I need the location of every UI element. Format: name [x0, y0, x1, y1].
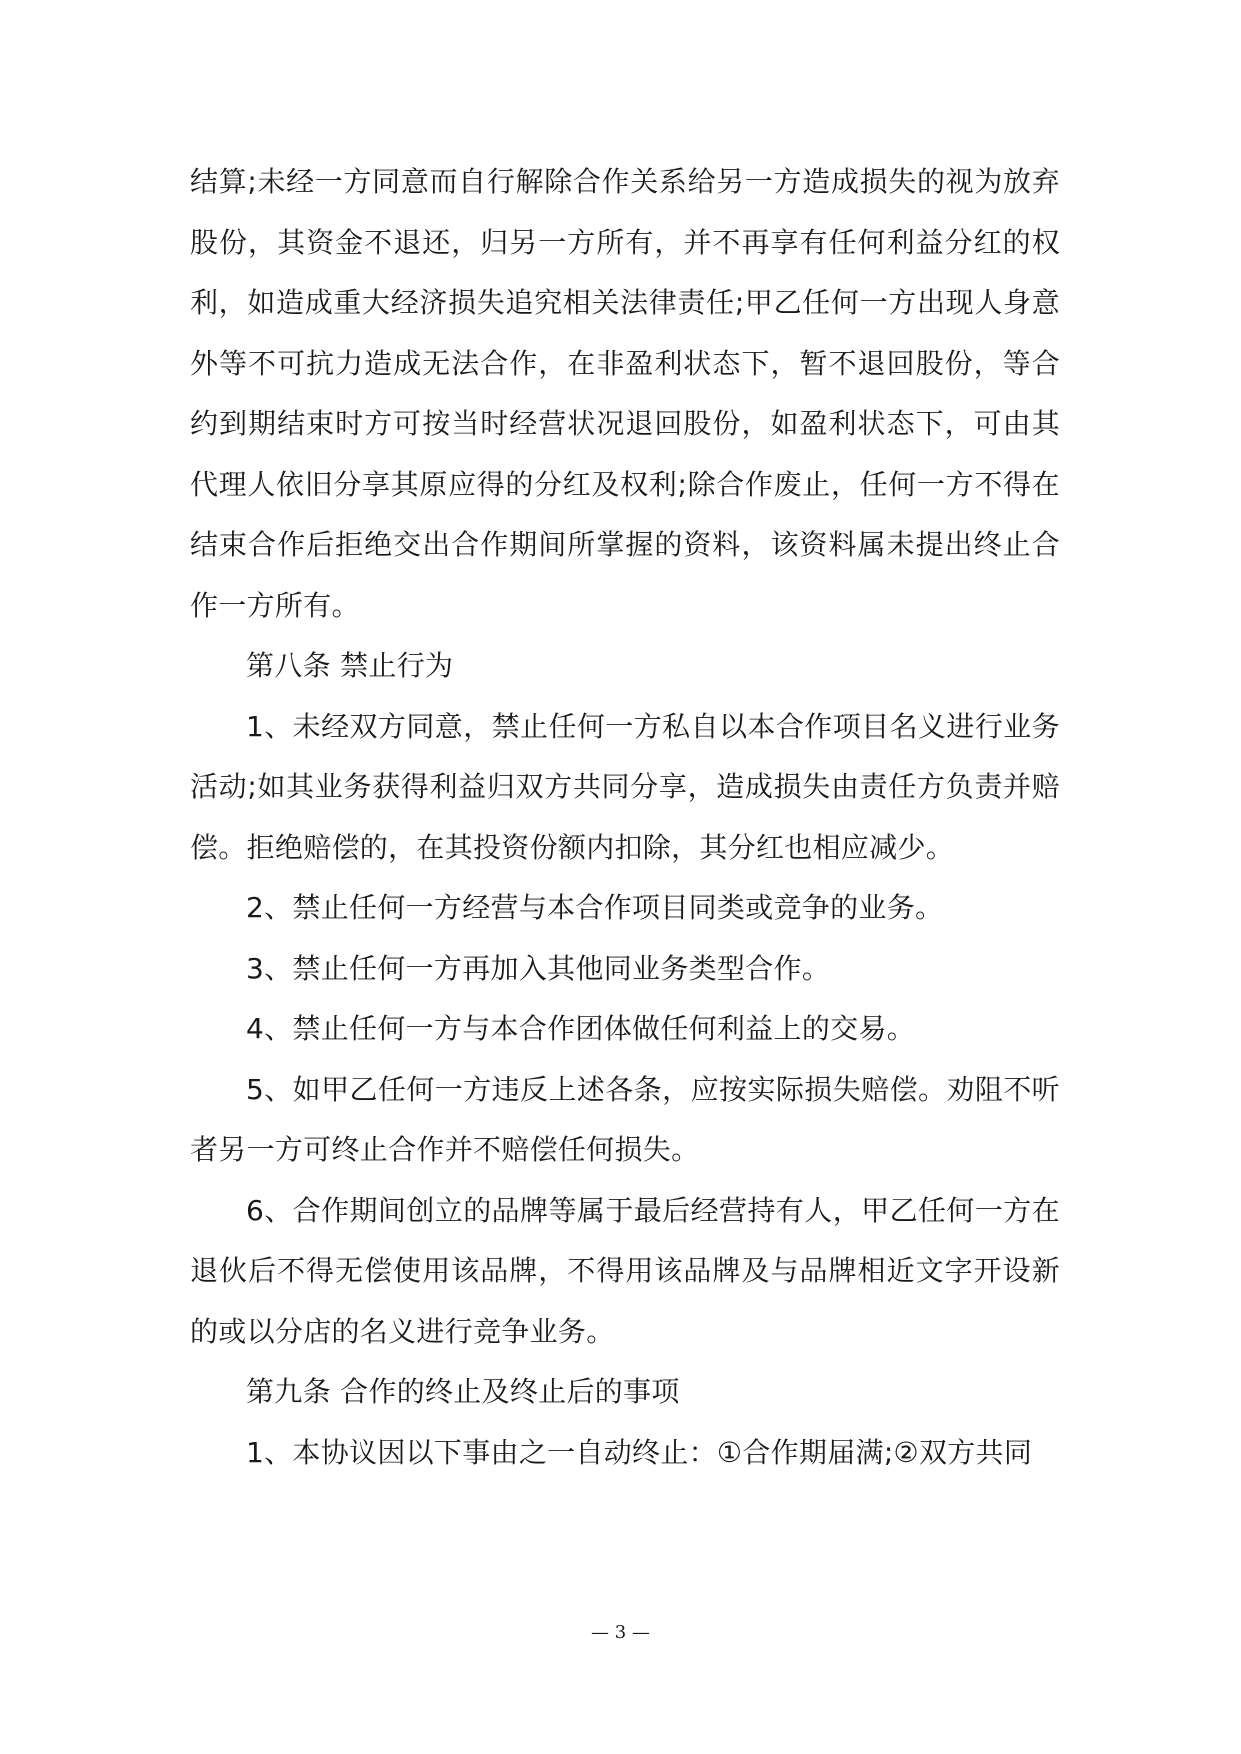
- page-number: — 3 —: [591, 1622, 650, 1643]
- clause-8-1: 1、未经双方同意，禁止任何一方私自以本合作项目名义进行业务活动;如其业务获得利益归双方共同分享，造成损失由责任方负责并赔偿。拒绝赔偿的，在其投资份额内扣除，其分红也相应减少。: [190, 709, 1060, 864]
- clause-8-3: 3、禁止任何一方再加入其他同业务类型合作。: [246, 951, 831, 985]
- paragraph-continuation: 结算;未经一方同意而自行解除合作关系给另一方造成损失的视为放弃股份，其资金不退还，归另一方所有，并不再享有任何利益分红的权利，如造成重大经济损失追究相关法律责任;甲乙任何一方出现人身意外等不可抗力造成无法合作，在非盈利状态下，暂不退回股份，等合约到期结束时方可按当时经营状况退回股份，如盈利状态下，可由其代理人依旧分享其原应得的分红及权利;除合作废止，任何一方不得在结束合作后拒绝交出合作期间所掌握的资料，该资料属未提出终止合作一方所有。: [190, 165, 1060, 622]
- section-heading-article-9: 第九条 合作的终止及终止后的事项: [246, 1375, 680, 1408]
- clause-8-2: 2、禁止任何一方经营与本合作项目同类或竞争的业务。: [246, 891, 944, 924]
- document-body: [190, 152, 1060, 1483]
- section-heading-article-8: 第八条 禁止行为: [246, 649, 454, 682]
- clause-8-6: 6、合作期间创立的品牌等属于最后经营持有人，甲乙任何一方在退伙后不得无偿使用该品牌，不得用该品牌及与品牌相近文字开设新的或以分店的名义进行竞争业务。: [190, 1193, 1060, 1348]
- clause-9-1: 1、本协议因以下事由之一自动终止：①合作期届满;②双方共同: [246, 1435, 1033, 1469]
- clause-8-4: 4、禁止任何一方与本合作团体做任何利益上的交易。: [246, 1012, 916, 1045]
- clause-8-5: 5、如甲乙任何一方违反上述各条，应按实际损失赔偿。劝阻不听者另一方可终止合作并不赔偿任何损失。: [190, 1072, 1060, 1166]
